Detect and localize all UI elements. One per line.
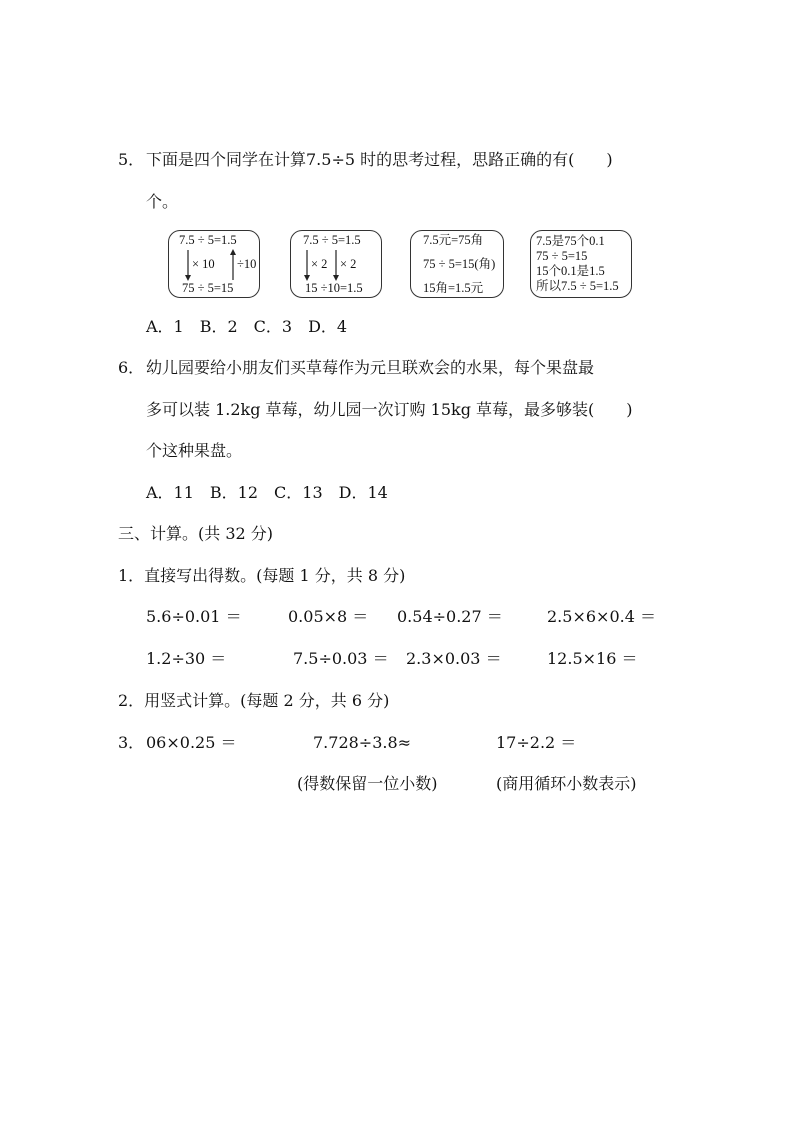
card3-line1: 7.5元=75角 bbox=[423, 233, 484, 247]
card2-bottom: 15 ÷10=1.5 bbox=[305, 281, 363, 295]
section3-title: 三、计算。(共 32 分) bbox=[118, 524, 274, 543]
card1-left-op: × 10 bbox=[192, 257, 215, 271]
calc-2-4: 12.5×16 ＝ bbox=[547, 649, 638, 668]
q5-text-line2: 个。 bbox=[146, 192, 179, 211]
card2-left-op: × 2 bbox=[311, 257, 328, 271]
card4-line1: 7.5是75个0.1 bbox=[536, 234, 605, 248]
note-repeating-decimal: (商用循环小数表示) bbox=[496, 774, 637, 793]
thought-card-3 bbox=[410, 230, 504, 298]
thought-card-1 bbox=[168, 230, 260, 298]
part1-title: 1．直接写出得数。(每题 1 分，共 8 分) bbox=[118, 566, 406, 585]
card3-line2: 75 ÷ 5=15(角) bbox=[423, 257, 496, 271]
q6-text-line2: 多可以装 1.2kg 草莓，幼儿园一次订购 15kg 草莓，最多够装( ) bbox=[146, 400, 633, 419]
card1-top: 7.5 ÷ 5=1.5 bbox=[179, 233, 237, 247]
thought-card-2 bbox=[290, 230, 382, 298]
part3-number: 3． bbox=[118, 733, 145, 752]
calc-2-3: 2.3×0.03 ＝ bbox=[406, 649, 502, 668]
card4-line2: 75 ÷ 5=15 bbox=[536, 249, 588, 263]
calc-1-3: 0.54÷0.27 ＝ bbox=[397, 607, 503, 626]
q5-options: A．1 B．2 C．3 D．4 bbox=[146, 317, 348, 336]
card2-right-op: × 2 bbox=[340, 257, 357, 271]
card1-bottom: 75 ÷ 5=15 bbox=[182, 281, 234, 295]
q6-number: 6． bbox=[118, 358, 145, 377]
card4-line4: 所以7.5 ÷ 5=1.5 bbox=[536, 279, 619, 293]
card2-arrows bbox=[291, 231, 383, 299]
card4-line3: 15个0.1是1.5 bbox=[536, 264, 605, 278]
q6-options: A．11 B．12 C．13 D．14 bbox=[146, 483, 388, 502]
vertical-calc-2: 7.728÷3.8≈ bbox=[313, 733, 412, 752]
q6-text-line1: 幼儿园要给小朋友们买草莓作为元旦联欢会的水果，每个果盘最 bbox=[146, 358, 595, 377]
card3-line3: 15角=1.5元 bbox=[423, 281, 484, 295]
q5-number: 5． bbox=[118, 150, 145, 169]
part2-title: 2．用竖式计算。(每题 2 分，共 6 分) bbox=[118, 691, 390, 710]
card1-right-op: ÷10 bbox=[237, 257, 257, 271]
calc-2-2: 7.5÷0.03 ＝ bbox=[293, 649, 389, 668]
vertical-calc-3: 17÷2.2 ＝ bbox=[496, 733, 577, 752]
q5-text-line1: 下面是四个同学在计算7.5÷5 时的思考过程，思路正确的有( ) bbox=[146, 150, 613, 169]
vertical-calc-1: 06×0.25 ＝ bbox=[146, 733, 237, 752]
thought-card-4 bbox=[530, 230, 632, 298]
calc-1-4: 2.5×6×0.4 ＝ bbox=[547, 607, 656, 626]
card1-arrows bbox=[169, 231, 261, 299]
q6-text-line3: 个这种果盘。 bbox=[146, 441, 243, 460]
calc-1-2: 0.05×8 ＝ bbox=[288, 607, 369, 626]
calc-1-1: 5.6÷0.01 ＝ bbox=[146, 607, 242, 626]
calc-2-1: 1.2÷30 ＝ bbox=[146, 649, 227, 668]
card2-top: 7.5 ÷ 5=1.5 bbox=[303, 233, 361, 247]
note-round: (得数保留一位小数) bbox=[297, 774, 438, 793]
